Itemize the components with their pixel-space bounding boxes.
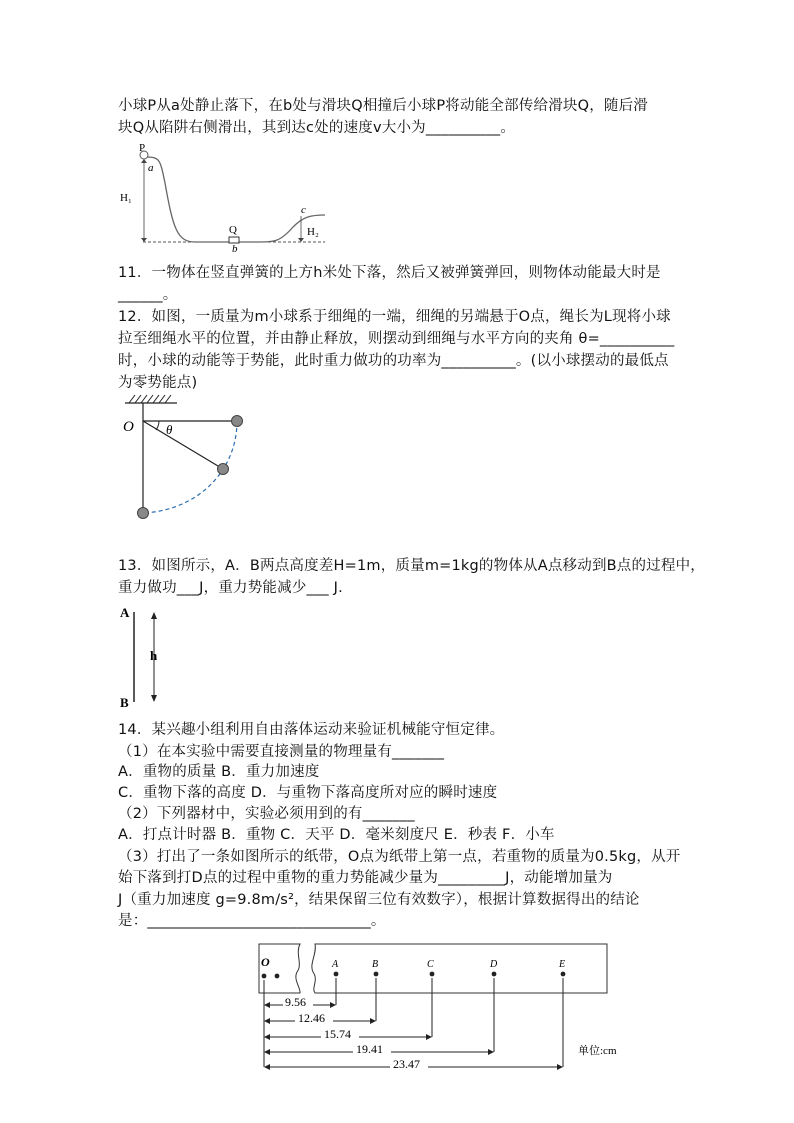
- text-line-11: 14．某兴趣小组利用自由落体运动来验证机械能守恒定律。: [118, 722, 505, 738]
- label-c: c: [301, 204, 306, 216]
- distance-OD: 19.41: [356, 1042, 383, 1056]
- label-b: b: [232, 243, 238, 253]
- pendulum-figure: [115, 393, 255, 523]
- distance-OC: 15.74: [324, 1027, 351, 1041]
- label-B: B: [120, 695, 129, 710]
- tape-label-C: C: [427, 959, 434, 970]
- label-A: A: [120, 605, 130, 620]
- text-line-20: 是：______________________________。: [118, 913, 386, 929]
- text-line-8: 为零势能点): [118, 375, 198, 391]
- tape-label-E: E: [559, 959, 566, 970]
- label-H1: H₁: [120, 192, 132, 204]
- distance-OB: 12.46: [298, 1011, 325, 1025]
- height-figure: [118, 603, 178, 711]
- text-line-6: 拉至细绳水平的位置，并由静止释放，则摆动到细绳与水平方向的夹角 θ=__________: [118, 331, 675, 347]
- text-line-13: A．重物的质量 B．重力加速度: [118, 764, 320, 780]
- paper-tape-figure: [255, 942, 625, 1072]
- text-line-17: （3）打出了一条如图所示的纸带，O点为纸带上第一点，若重物的质量为0.5kg，从开: [118, 849, 681, 865]
- label-theta: θ: [166, 422, 173, 437]
- label-P: P: [139, 143, 146, 154]
- text-line-12: （1）在本实验中需要直接测量的物理量有_______: [118, 744, 445, 760]
- text-line-14: C．重物下落的高度 D．与重物下落高度所对应的瞬时速度: [118, 785, 498, 801]
- text-line-18: 始下落到打D点的过程中重物的重力势能减少量为_________J，动能增加量为: [118, 870, 613, 886]
- tape-label-D: D: [490, 959, 498, 970]
- text-line-5: 12．如图，一质量为m小球系于细绳的一端，细绳的另端悬于O点，绳长为L现将小球: [118, 309, 671, 325]
- label-h: h: [150, 648, 158, 663]
- distance-OE: 23.47: [393, 1057, 420, 1071]
- tape-label-A: A: [332, 959, 339, 970]
- tape-label-O: O: [261, 955, 270, 969]
- text-line-10: 重力做功___J，重力势能减少___ J.: [118, 580, 343, 596]
- tape-label-B: B: [372, 959, 379, 970]
- text-line-2: 块Q从陷阱右侧滑出，其到达c处的速度v大小为__________。: [118, 120, 516, 136]
- unit-label: 单位:cm: [578, 1045, 617, 1057]
- label-Q: Q: [229, 224, 237, 236]
- text-line-19: J（重力加速度 g=9.8m/s²，结果保留三位有效数字），根据计算数据得出的结论: [118, 892, 640, 908]
- text-line-1: 小球P从a处静止落下，在b处与滑块Q相撞后小球P将动能全部传给滑块Q，随后滑: [118, 98, 649, 114]
- distance-OA: 9.56: [285, 995, 306, 1009]
- text-line-3: 11．一物体在竖直弹簧的上方h米处下落，然后又被弹簧弹回，则物体动能最大时是: [118, 265, 661, 281]
- text-line-15: （2）下列器材中，实验必须用到的有_______: [118, 806, 415, 822]
- text-line-4: ______。: [118, 287, 178, 303]
- label-a: a: [148, 162, 154, 174]
- label-H2: H₂: [307, 226, 319, 238]
- text-line-7: 时，小球的动能等于势能，此时重力做功的功率为__________。(以小球摆动的最低点: [118, 353, 669, 369]
- text-line-16: A．打点计时器 B．重物 C．天平 D．毫米刻度尺 E．秒表 F．小车: [118, 827, 555, 843]
- label-O: O: [123, 419, 134, 435]
- text-line-9: 13．如图所示，A．B两点高度差H=1m，质量m=1kg的物体从A点移动到B点的过程中，: [118, 558, 705, 574]
- slide-track-figure: [115, 143, 335, 253]
